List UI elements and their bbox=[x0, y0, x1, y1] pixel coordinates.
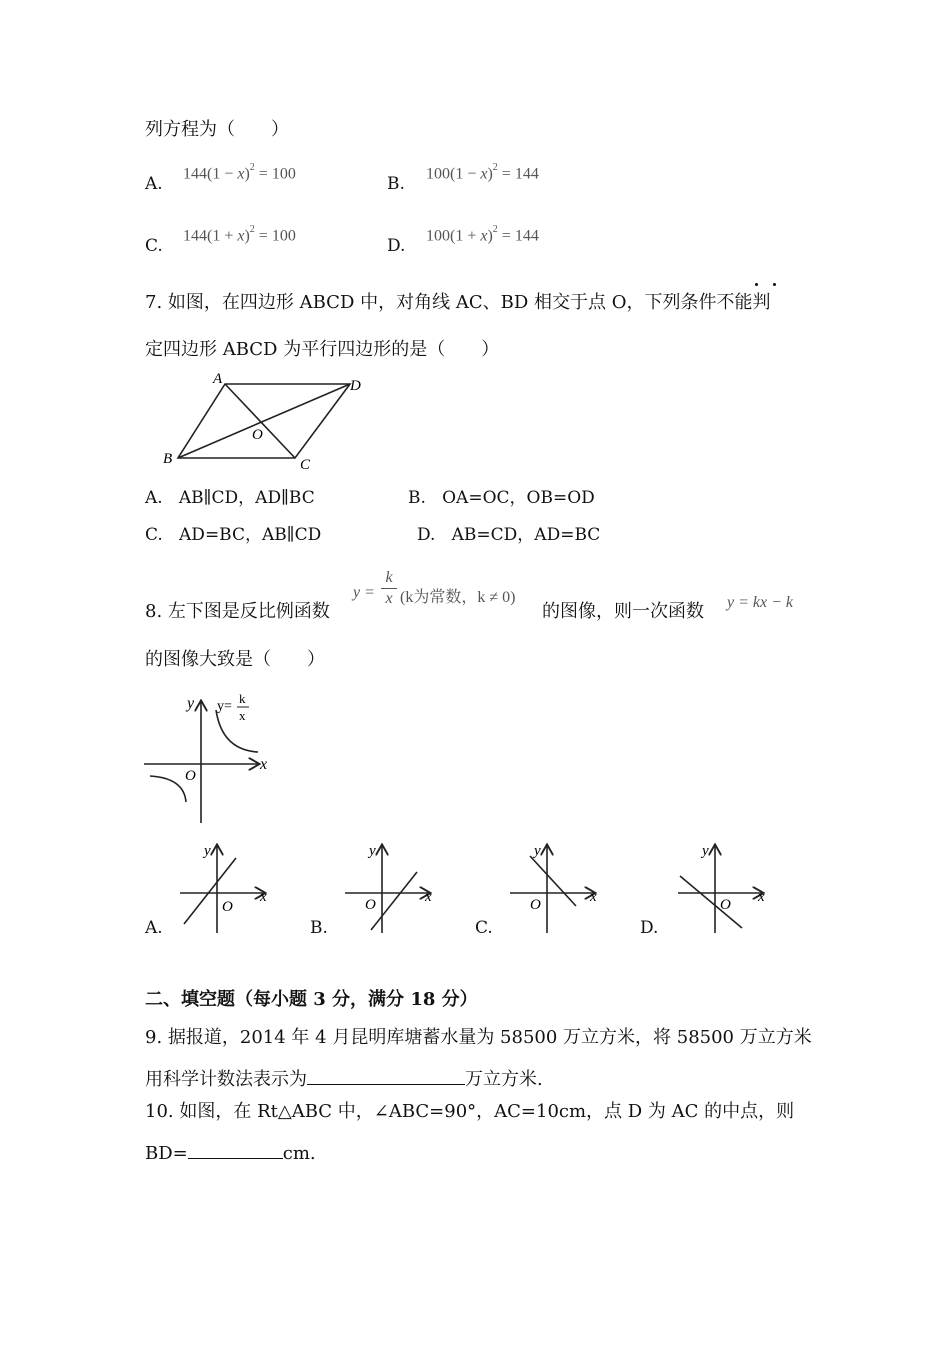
q8-option-c-label[interactable]: C. bbox=[475, 918, 493, 938]
q9-line2: 用科学计数法表示为 万立方米. bbox=[145, 1066, 543, 1090]
b-origin-label: O bbox=[365, 897, 376, 913]
q7-emphasis: 不能 bbox=[716, 292, 753, 313]
choice-graph-b[interactable] bbox=[343, 838, 443, 938]
hyperbola-branch-2 bbox=[150, 776, 186, 802]
center-label-o: O bbox=[252, 427, 263, 443]
diagonal-bd bbox=[178, 384, 350, 458]
vertex-label-c: C bbox=[300, 457, 311, 473]
a-origin-label: O bbox=[222, 899, 233, 915]
choice-graph-d[interactable] bbox=[676, 838, 776, 938]
q8-linear-func: y = kx − k bbox=[727, 594, 793, 611]
q6-option-a-expr: $144(1 - x)^2 = 100$ bbox=[183, 162, 296, 183]
c-origin-label: O bbox=[530, 897, 541, 913]
q6-option-a-label[interactable]: A. bbox=[145, 174, 163, 194]
main-y-label: y bbox=[187, 695, 195, 712]
q8-stem-line2: 的图像大致是（ ） bbox=[145, 649, 325, 670]
q8-option-a-label[interactable]: A. bbox=[145, 918, 163, 938]
vertex-label-d: D bbox=[350, 378, 361, 394]
q6-option-c-expr: $144(1 + x)^2 = 100$ bbox=[183, 224, 296, 245]
main-origin-label: O bbox=[185, 768, 196, 784]
hyperbola-graph bbox=[140, 690, 280, 830]
q7-option-d[interactable]: D. AB=CD，AD=BC bbox=[417, 525, 601, 545]
d-origin-label: O bbox=[720, 897, 731, 913]
curve-label-y: y= bbox=[217, 699, 232, 714]
q7-option-a[interactable]: A. AB∥CD，AD∥BC bbox=[145, 488, 315, 508]
d-y-label: y bbox=[702, 843, 709, 859]
q8-stem-mid: 的图像，则一次函数 bbox=[542, 601, 704, 622]
q6-option-b-expr: $100(1 - x)^2 = 144$ bbox=[426, 162, 539, 183]
section2-title: 二、填空题（每小题 3 分，满分 18 分） bbox=[145, 989, 478, 1010]
emphasis-dot-2 bbox=[773, 283, 776, 286]
diagonal-ac bbox=[225, 384, 295, 458]
choice-graph-a[interactable] bbox=[178, 838, 278, 938]
q6-option-b-label[interactable]: B. bbox=[387, 174, 405, 194]
q6-option-d-label[interactable]: D. bbox=[387, 236, 406, 256]
q10-line2: BD= cm. bbox=[145, 1140, 316, 1164]
curve-label-x: x bbox=[239, 708, 246, 723]
q8-stem-pre: 8. 左下图是反比例函数 bbox=[145, 601, 330, 622]
q6-stem-tail: 列方程为（ ） bbox=[145, 119, 289, 140]
q10-line1: 10. 如图，在 Rt△ABC 中，∠ABC=90°，AC=10cm，点 D 为 AC 的中点，则 bbox=[145, 1101, 795, 1122]
q7-stem-line1: 7. 如图，在四边形 ABCD 中，对角线 AC、BD 相交于点 O，下列条件不能判 bbox=[145, 292, 771, 313]
a-x-label: x bbox=[260, 889, 267, 905]
q7-stem-line2: 定四边形 ABCD 为平行四边形的是（ ） bbox=[145, 339, 500, 360]
q8-option-d-label[interactable]: D. bbox=[640, 918, 659, 938]
q8-func-fraction: k x bbox=[381, 569, 397, 608]
q7-option-b[interactable]: B. OA=OC，OB=OD bbox=[408, 488, 595, 508]
d-line bbox=[680, 876, 742, 928]
emphasis-dot-1 bbox=[755, 283, 758, 286]
c-y-label: y bbox=[534, 843, 541, 859]
c-x-label: x bbox=[590, 889, 597, 905]
b-x-label: x bbox=[425, 889, 432, 905]
choice-graph-c[interactable] bbox=[508, 838, 608, 938]
main-x-label: x bbox=[260, 756, 268, 773]
q9-answer-blank[interactable] bbox=[307, 1066, 465, 1085]
b-line bbox=[371, 872, 417, 930]
curve-label-k: k bbox=[239, 691, 246, 706]
hyperbola-branch-1 bbox=[216, 710, 258, 752]
vertex-label-b: B bbox=[163, 451, 173, 467]
d-x-label: x bbox=[758, 889, 765, 905]
q9-line1: 9. 据报道，2014 年 4 月昆明库塘蓄水量为 58500 万立方米，将 58500 万立方米 bbox=[145, 1027, 812, 1048]
b-y-label: y bbox=[369, 843, 376, 859]
parallelogram-figure bbox=[155, 370, 375, 475]
q8-option-b-label[interactable]: B. bbox=[310, 918, 328, 938]
q6-option-c-label[interactable]: C. bbox=[145, 236, 163, 256]
vertex-label-a: A bbox=[213, 371, 223, 387]
q10-answer-blank[interactable] bbox=[188, 1140, 283, 1159]
q8-func-y: y = bbox=[353, 584, 375, 601]
a-y-label: y bbox=[204, 843, 211, 859]
q7-option-c[interactable]: C. AD=BC，AB∥CD bbox=[145, 525, 322, 545]
q8-func-condition: (k为常数，k ≠ 0) bbox=[400, 589, 516, 606]
q6-option-d-expr: $100(1 + x)^2 = 144$ bbox=[426, 224, 539, 245]
